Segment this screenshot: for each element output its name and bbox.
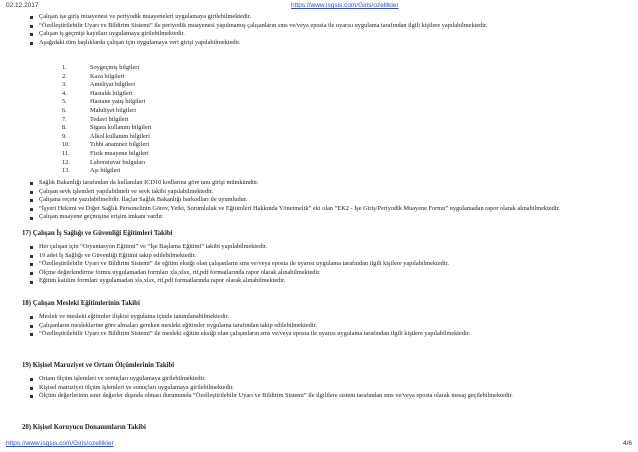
section-heading-18: 18) Çalışan Mesleki Eğitimlerinin Takibi <box>22 300 140 307</box>
intro-bullet-list <box>30 13 630 47</box>
numbered-item: 12. Laboratuvar bulguları <box>62 158 146 166</box>
section-heading-20: 20) Kişisel Koruyucu Donanımların Takibi <box>22 424 146 431</box>
list-item: Aşağıdaki tüm başlıklarda çalışan için uygulamaya veri girişi yapılabilmektedir. <box>30 39 630 48</box>
footer-url-link[interactable]: https://www.isgsis.com/Giris/ozellikler <box>6 440 114 447</box>
list-item: Meslek ve mesleki eğitimler ilişkisi uygulama içinde tanımlanabilmektedir. <box>30 313 630 322</box>
numbered-item: 4. Hastalık bilgileri <box>62 89 133 97</box>
list-item: “Özelleştirilebilir Uyarı ve Bildirim Sistemi” ile mesleki eğitim eksiği olan çalışanların sms ve/veya eposta ile uyarısı uygulama tarafından ilgili kişilere yapılabilmektedir. <box>30 330 630 339</box>
numbered-item: 8. Sigara kullanım bilgileri <box>62 124 152 132</box>
numbered-item: 7. Tedavi bilgileri <box>62 115 129 123</box>
numbered-item: 1. Soygeçmiş bilgileri <box>62 64 140 71</box>
numbered-item: 6. Maluliyet bilgileri <box>62 106 136 114</box>
numbered-item: 13. Aşı bilgileri <box>62 167 121 175</box>
list-item: Çalışanların mesleklerine göre almaları gereken mesleki eğitimler uygulama tarafından takip edilebilmektedir. <box>30 322 630 331</box>
list-item: “Özelleştirilebilir Uyarı ve Bildirim Sistemi” ile periyodik muayenesi yapılmamış çalışanların sms ve/veya eposta ile uyarısı uygulama tarafından ilgili kişilere yapılabilmektedir. <box>30 22 630 31</box>
list-item: Her çalışan için “Oryantasyon Eğitimi” ve “İşe Başlama Eğitimi” takibi yapılabilmektedir. <box>30 243 630 252</box>
header-url-link[interactable]: https://www.isgsis.com/Giris/ozellikler <box>291 2 399 9</box>
list-item: Ölçüm değerlerinin sınır değerler dışında olması durumunda “Özelleştirilebilir Uyarı ve Bildirim Sistemi” ile ilgililere sistem tarafından sms ve/veya eposta olarak mesaj geçilebilmektedir. <box>30 392 630 401</box>
list-item: Çalışana reçete yazılabilmelidir. İlaçlar Sağlık Bakanlığı barkodları ile uyumludur. <box>30 196 630 205</box>
section-heading-17: 17) Çalışan İş Sağlığı ve Güvenliği Eğitimleri Takibi <box>22 230 173 237</box>
list-item: Kişisel maruziyet ölçüm işlemleri ve sonuçları uygulamaya girilebilmektedir. <box>30 384 630 393</box>
examination-bullet-list <box>30 179 630 222</box>
list-item: “Özelleştirilebilir Uyarı ve Bildirim Sistemi” ile eğitim eksiği olan çalışanların sms ve/veya eposta ile uyarısı uygulama tarafından ilgili kişilere yapılabilmektedir. <box>30 260 630 269</box>
list-item: Çalışan sevk işlemleri yapılabilmeli ve sevk takibi yapılabilmektedir. <box>30 188 630 197</box>
numbered-item: 3. Ameliyat bilgileri <box>62 81 135 89</box>
numbered-list <box>62 64 152 176</box>
list-item: 19 adet İş Sağlığı ve Güvenliği Eğitimi takip edilebilmektedir. <box>30 252 630 261</box>
list-item: Ortam ölçüm işlemleri ve sonuçları uygulamaya girilebilmektedir. <box>30 375 630 384</box>
numbered-item: 9. Alkol kullanım bilgileri <box>62 132 150 140</box>
numbered-item: 5. Hastane yatış bilgileri <box>62 98 146 106</box>
print-date: 02.12.2017 <box>6 2 39 9</box>
list-item: Çalışan işe giriş muayenesi ve periyodik muayeneleri uygulamaya girilebilmektedir. <box>30 13 630 22</box>
list-item: Ölçme değerlendirme formu uygulamadan formları xls,xlsx, rtf,pdf formatlarında rapor olarak alınabilmektedir. <box>30 269 630 278</box>
numbered-item: 2. Kaza bilgileri <box>62 72 125 80</box>
section-19-list <box>30 375 630 401</box>
list-item: Sağlık Bakanlığı tarafından da kullanılan ICD10 kodlarına göre tanı girişi mümkündür. <box>30 179 630 188</box>
page-number: 4/6 <box>622 440 632 447</box>
list-item: Eğitim katılım formları uygulamadan xls,xlsx, rtf,pdf formatlarında rapor olarak alınabilmektedir. <box>30 277 630 286</box>
list-item: Çalışan iş geçmişi kayıtları uygulamaya girilebilmektedir. <box>30 30 630 39</box>
list-item: Çalışan muayene geçmişine erişim imkanı vardır. <box>30 213 630 222</box>
section-18-list <box>30 313 630 339</box>
numbered-item: 11. Fizik muayene bilgileri <box>62 149 149 157</box>
numbered-item: 10. Tıbbi anamnez bilgileri <box>62 141 150 149</box>
list-item: “İşyeri Hekimi ve Diğer Sağlık Personelinin Görev, Yetki, Sorumluluk ve Eğitimleri Hakkında Yönetmelik” eki olan “EK2 - İşe Giriş/Periyodik Muayene Formu” uygulamadan rapor olarak alınabilmektedir. <box>30 205 630 214</box>
section-17-list <box>30 243 630 286</box>
section-heading-19: 19) Kişisel Maruziyet ve Ortam Ölçümlerinin Takibi <box>22 362 175 369</box>
